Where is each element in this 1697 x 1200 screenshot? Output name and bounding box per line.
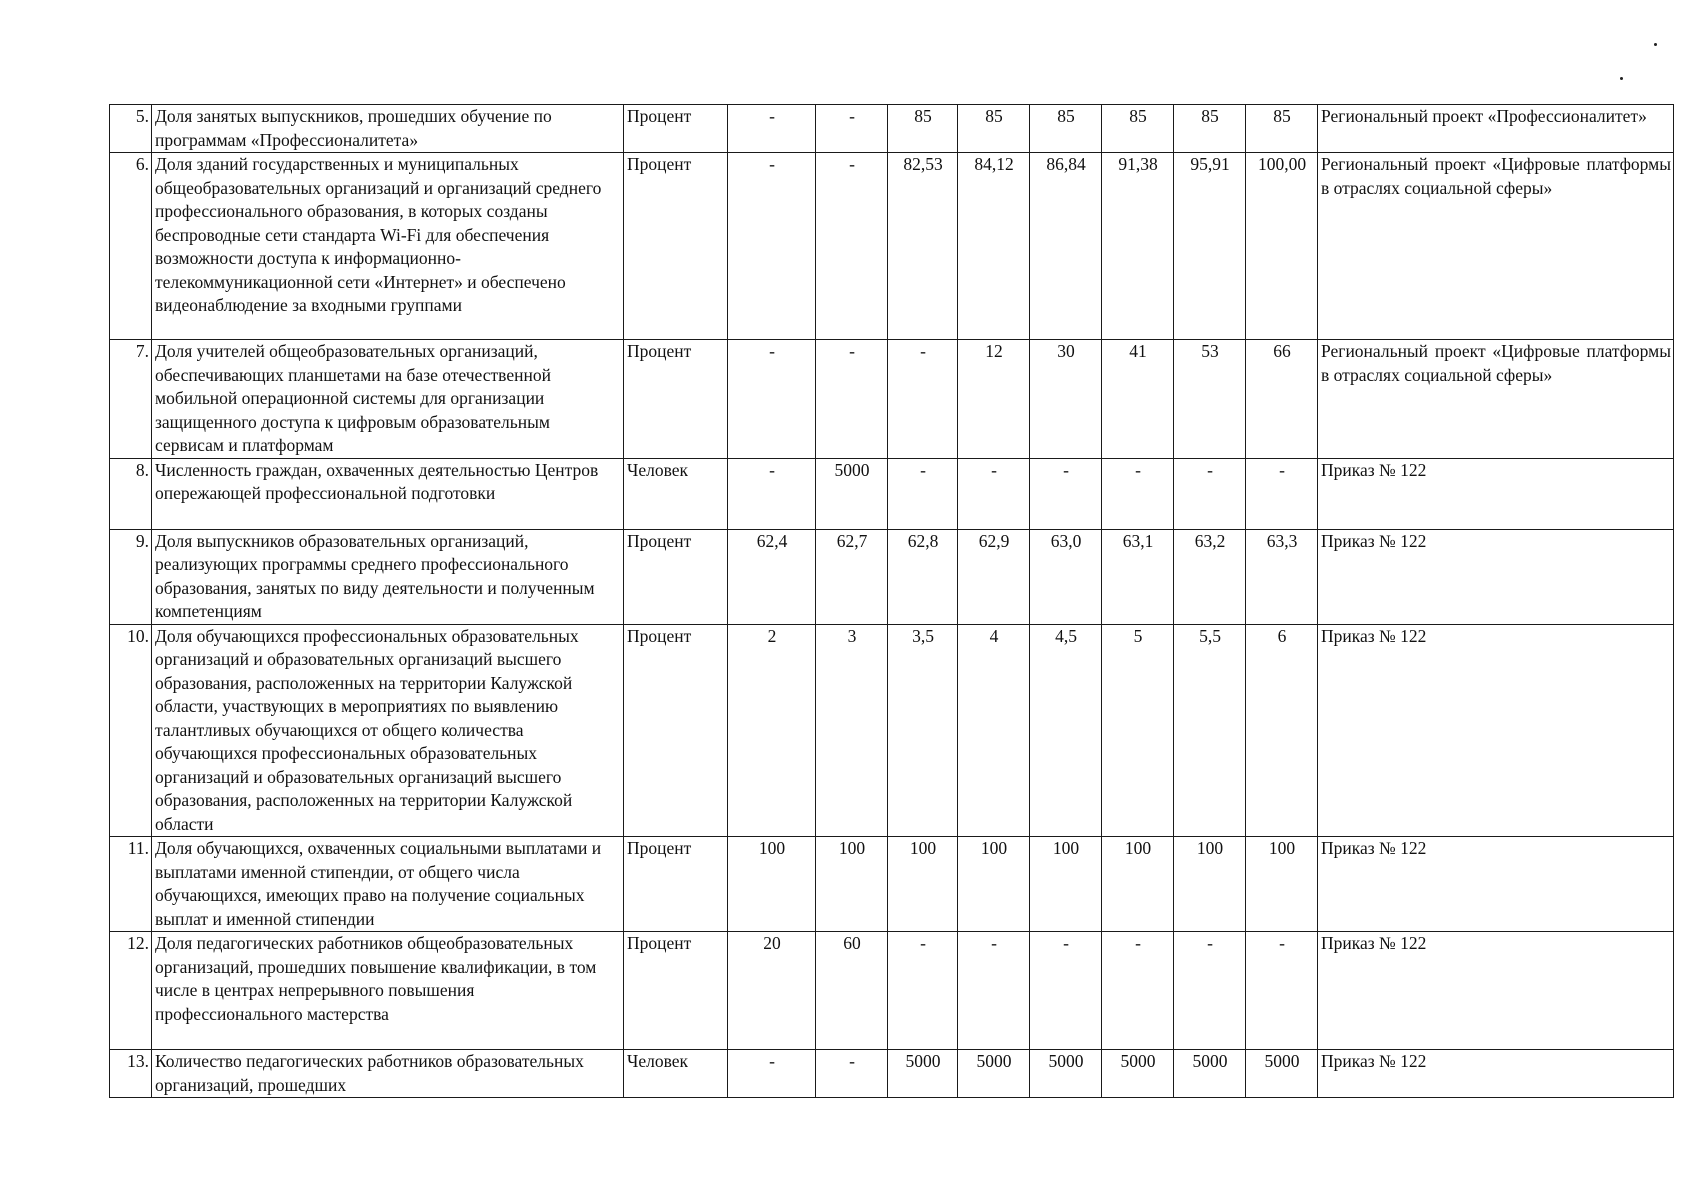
unit-cell: Процент (624, 932, 728, 1050)
value-cell: 100 (1102, 837, 1174, 932)
value-cell: - (1174, 932, 1246, 1050)
row-number: 5. (110, 105, 152, 153)
value-cell: - (958, 932, 1030, 1050)
value-cell: 85 (1174, 105, 1246, 153)
indicator-name: Численность граждан, охваченных деятельностью Центров опережающей профессиональной подготовки (152, 458, 624, 529)
value-cell: - (1030, 932, 1102, 1050)
table-row (110, 1050, 1674, 1098)
value-cell: 3 (816, 624, 888, 837)
unit-cell: Процент (624, 153, 728, 340)
value-cell: 100,00 (1246, 153, 1318, 340)
value-cell: 100 (1174, 837, 1246, 932)
value-cell: 91,38 (1102, 153, 1174, 340)
table-row (110, 529, 1674, 624)
value-cell: 5000 (888, 1050, 958, 1098)
value-cell: 63,2 (1174, 529, 1246, 624)
row-number: 10. (110, 624, 152, 837)
source-cell: Приказ № 122 (1318, 932, 1674, 1050)
value-cell: - (1246, 458, 1318, 529)
source-cell: Региональный проект «Цифровые платформы в отраслях социальной сферы» (1318, 153, 1674, 340)
table-row (110, 932, 1674, 1050)
value-cell: 5 (1102, 624, 1174, 837)
scan-mark-dot (1620, 77, 1623, 80)
table-row (110, 837, 1674, 932)
indicator-name: Доля обучающихся профессиональных образовательных организаций и образовательных организаций высшего образования, расположенных на территории Калужской области, участвующих в мероприятиях по выявлению талантливых обучающихся от общего количества обучающихся профессиональных образовательных организаций и образовательных организаций высшего образования, расположенных на территории Калужской области (152, 624, 624, 837)
value-cell: - (816, 153, 888, 340)
value-cell: 5000 (1174, 1050, 1246, 1098)
unit-cell: Процент (624, 624, 728, 837)
value-cell: 5000 (958, 1050, 1030, 1098)
value-cell: 62,8 (888, 529, 958, 624)
value-cell: - (728, 458, 816, 529)
value-cell: 5000 (1246, 1050, 1318, 1098)
unit-cell: Процент (624, 837, 728, 932)
value-cell: 5000 (816, 458, 888, 529)
value-cell: - (1174, 458, 1246, 529)
value-cell: - (1246, 932, 1318, 1050)
value-cell: 4,5 (1030, 624, 1102, 837)
row-number: 12. (110, 932, 152, 1050)
indicator-name: Количество педагогических работников образовательных организаций, прошедших (152, 1050, 624, 1098)
unit-cell: Человек (624, 1050, 728, 1098)
value-cell: 41 (1102, 340, 1174, 459)
value-cell: 5,5 (1174, 624, 1246, 837)
table-row (110, 105, 1674, 153)
value-cell: 85 (1030, 105, 1102, 153)
value-cell: - (728, 105, 816, 153)
unit-cell: Процент (624, 340, 728, 459)
row-number: 7. (110, 340, 152, 459)
value-cell: 20 (728, 932, 816, 1050)
value-cell: - (958, 458, 1030, 529)
value-cell: - (1102, 458, 1174, 529)
source-cell: Региональный проект «Профессионалитет» (1318, 105, 1674, 153)
value-cell: - (816, 105, 888, 153)
value-cell: 66 (1246, 340, 1318, 459)
value-cell: 100 (728, 837, 816, 932)
indicators-table (109, 104, 1674, 1098)
value-cell: 12 (958, 340, 1030, 459)
indicator-name: Доля зданий государственных и муниципальных общеобразовательных организаций и организаций среднего профессионального образования, в которых созданы беспроводные сети стандарта Wi-Fi для обеспечения возможности доступа к информационно-телекоммуникационной сети «Интернет» и обеспечено видеонаблюдение за входными группами (152, 153, 624, 340)
source-cell: Приказ № 122 (1318, 1050, 1674, 1098)
value-cell: - (888, 932, 958, 1050)
value-cell: 100 (816, 837, 888, 932)
row-number: 8. (110, 458, 152, 529)
scan-mark-dot (1654, 43, 1657, 46)
value-cell: - (888, 458, 958, 529)
value-cell: 30 (1030, 340, 1102, 459)
value-cell: 4 (958, 624, 1030, 837)
value-cell: - (1030, 458, 1102, 529)
table-row (110, 624, 1674, 837)
value-cell: 86,84 (1030, 153, 1102, 340)
value-cell: 63,3 (1246, 529, 1318, 624)
value-cell: 85 (888, 105, 958, 153)
value-cell: 53 (1174, 340, 1246, 459)
table-row (110, 458, 1674, 529)
source-cell: Приказ № 122 (1318, 624, 1674, 837)
value-cell: 62,4 (728, 529, 816, 624)
row-number: 13. (110, 1050, 152, 1098)
indicator-name: Доля занятых выпускников, прошедших обучение по программам «Профессионалитета» (152, 105, 624, 153)
value-cell: - (728, 153, 816, 340)
indicator-name: Доля обучающихся, охваченных социальными выплатами и выплатами именной стипендии, от общего числа обучающихся, имеющих право на получение социальных выплат и именной стипендии (152, 837, 624, 932)
row-number: 9. (110, 529, 152, 624)
row-number: 6. (110, 153, 152, 340)
value-cell: 3,5 (888, 624, 958, 837)
value-cell: - (816, 1050, 888, 1098)
value-cell: 85 (958, 105, 1030, 153)
value-cell: 82,53 (888, 153, 958, 340)
value-cell: 6 (1246, 624, 1318, 837)
value-cell: - (816, 340, 888, 459)
value-cell: 84,12 (958, 153, 1030, 340)
value-cell: 62,9 (958, 529, 1030, 624)
value-cell: 2 (728, 624, 816, 837)
value-cell: 85 (1246, 105, 1318, 153)
source-cell: Региональный проект «Цифровые платформы в отраслях социальной сферы» (1318, 340, 1674, 459)
value-cell: 62,7 (816, 529, 888, 624)
value-cell: 85 (1102, 105, 1174, 153)
value-cell: 100 (1030, 837, 1102, 932)
table-row (110, 153, 1674, 340)
unit-cell: Человек (624, 458, 728, 529)
unit-cell: Процент (624, 105, 728, 153)
source-cell: Приказ № 122 (1318, 529, 1674, 624)
indicator-name: Доля педагогических работников общеобразовательных организаций, прошедших повышение квалификации, в том числе в центрах непрерывного повышения профессионального мастерства (152, 932, 624, 1050)
source-cell: Приказ № 122 (1318, 458, 1674, 529)
value-cell: 5000 (1102, 1050, 1174, 1098)
value-cell: 95,91 (1174, 153, 1246, 340)
table-row (110, 340, 1674, 459)
indicator-name: Доля учителей общеобразовательных организаций, обеспечивающих планшетами на базе отечественной мобильной операционной системы для организации защищенного доступа к цифровым образовательным сервисам и платформам (152, 340, 624, 459)
value-cell: 100 (888, 837, 958, 932)
value-cell: 63,1 (1102, 529, 1174, 624)
value-cell: 100 (1246, 837, 1318, 932)
value-cell: - (1102, 932, 1174, 1050)
value-cell: 5000 (1030, 1050, 1102, 1098)
value-cell: - (728, 1050, 816, 1098)
value-cell: - (888, 340, 958, 459)
value-cell: 63,0 (1030, 529, 1102, 624)
value-cell: - (728, 340, 816, 459)
source-cell: Приказ № 122 (1318, 837, 1674, 932)
indicator-name: Доля выпускников образовательных организаций, реализующих программы среднего профессионального образования, занятых по виду деятельности и полученным компетенциям (152, 529, 624, 624)
value-cell: 100 (958, 837, 1030, 932)
value-cell: 60 (816, 932, 888, 1050)
row-number: 11. (110, 837, 152, 932)
unit-cell: Процент (624, 529, 728, 624)
